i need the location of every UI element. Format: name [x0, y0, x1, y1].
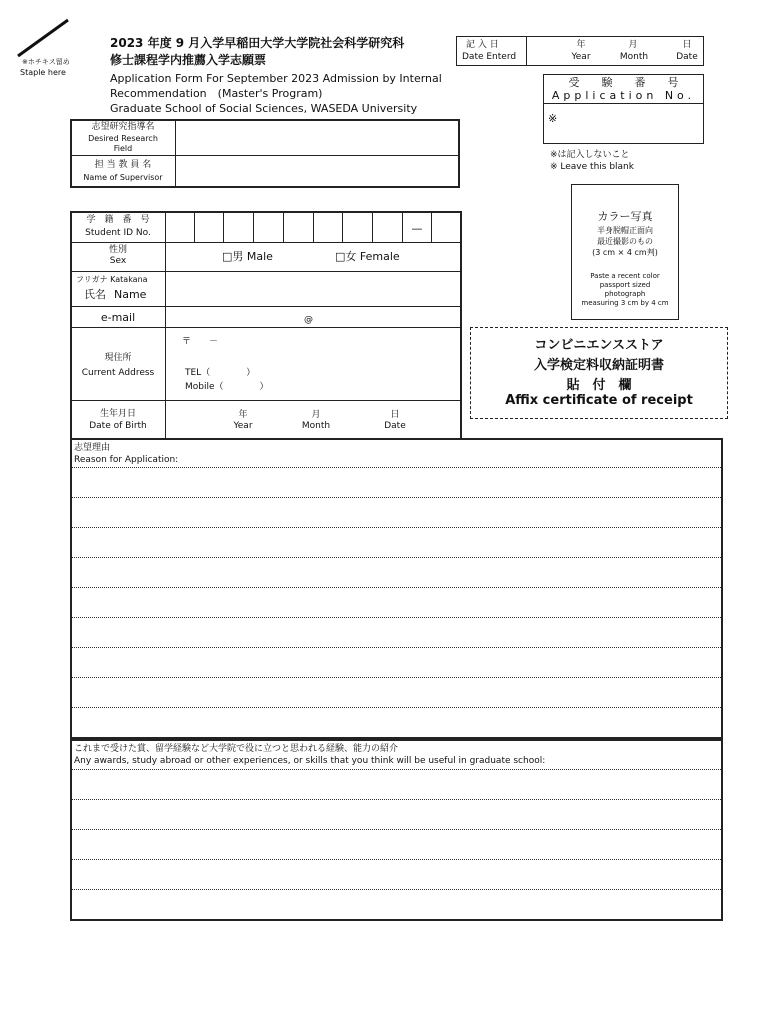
title-line5: Graduate School of Social Sciences, WASEDA University — [110, 102, 418, 115]
awards-jp: これまで受けた賞、留学経験など大学院で役に立つと思われる経験、能力の紹介 — [74, 744, 399, 754]
address-jp: 現住所 — [104, 353, 132, 363]
reason-textarea[interactable] — [72, 468, 721, 736]
title-line3: Application Form For September 2023 Admission by Internal — [110, 72, 442, 85]
receipt-line2: 入学検定料収納証明書 — [533, 358, 664, 373]
postal-code: 〒 － — [182, 337, 219, 347]
dob-input[interactable] — [167, 402, 459, 438]
staple-en: Staple here — [20, 68, 66, 77]
staple-jp: ※ホチキス留め — [22, 58, 70, 66]
reason-jp: 志望理由 — [74, 443, 111, 453]
name-jp-label: 氏名 — [84, 288, 106, 301]
receipt-line3: 貼 付 欄 — [566, 378, 632, 393]
mobile-field: Mobile（ ） — [185, 382, 269, 392]
student-id-en: Student ID No. — [85, 228, 151, 238]
sex-jp: 性別 — [108, 245, 127, 255]
application-no-en: Application No. — [551, 89, 696, 102]
date-year-label: Year — [571, 52, 591, 62]
sex-en: Sex — [109, 256, 127, 266]
male-checkbox[interactable]: □男 Male — [222, 250, 273, 263]
supervisor-en: Name of Supervisor — [83, 173, 163, 182]
receipt-line1: コンビニエンスストア — [534, 338, 664, 353]
reason-en: Reason for Application: — [74, 455, 179, 465]
email-at: @ — [304, 315, 313, 325]
dob-en: Date of Birth — [89, 421, 147, 431]
leave-blank-en: ※ Leave this blank — [550, 162, 634, 172]
title-line4: Recommendation (Master's Program) — [110, 87, 323, 100]
application-no-mark: ※ — [548, 112, 558, 125]
research-field-en2: Field — [113, 144, 133, 153]
dob-day: Date — [384, 421, 406, 431]
research-field-input[interactable] — [177, 121, 457, 154]
research-field-jp: 志望研究指導名 — [91, 122, 155, 132]
date-entered-jp: 記 入 日 — [466, 40, 499, 50]
title-line2: 修士課程学内推薦入学志願票 — [110, 53, 267, 67]
date-entered-en: Date Enterd — [462, 52, 517, 62]
female-checkbox[interactable]: □女 Female — [335, 250, 400, 263]
staple-line-icon — [12, 18, 72, 58]
title-line1: 2023 年度 9 月入学早稲田大学大学院社会科学研究科 — [110, 36, 405, 50]
email-label: e-mail — [100, 311, 136, 324]
name-input[interactable] — [167, 273, 459, 305]
dob-month: Month — [301, 421, 331, 431]
student-id-dash: — — [411, 222, 423, 235]
date-day-label: Date — [676, 52, 698, 62]
date-month-label: Month — [619, 52, 649, 62]
staple-mark — [12, 18, 72, 58]
email-input[interactable] — [167, 308, 459, 326]
leave-blank-jp: ※は記入しないこと — [550, 150, 630, 160]
supervisor-input[interactable] — [177, 157, 457, 186]
dob-jp: 生年月日 — [99, 409, 136, 419]
student-id-input[interactable] — [167, 213, 459, 241]
dob-year: Year — [233, 421, 253, 431]
student-id-jp: 学 籍 番 号 — [86, 215, 150, 225]
receipt-line4: Affix certificate of receipt — [505, 393, 693, 408]
name-en-label: Name — [114, 288, 147, 301]
name-katakana-label: フリガナ Katakana — [76, 275, 148, 284]
awards-textarea[interactable] — [72, 770, 721, 918]
address-en: Current Address — [81, 368, 155, 378]
awards-en: Any awards, study abroad or other experiences, or skills that you think will be useful in graduate school: — [74, 756, 546, 766]
tel-field: TEL（ ） — [185, 368, 256, 378]
photo-title: カラー写真 — [597, 210, 653, 223]
application-no-jp: 受 験 番 号 — [568, 76, 679, 89]
supervisor-jp: 担 当 教 員 名 — [94, 160, 152, 170]
address-input[interactable] — [167, 329, 459, 399]
research-field-en1: Desired Research — [88, 134, 158, 143]
